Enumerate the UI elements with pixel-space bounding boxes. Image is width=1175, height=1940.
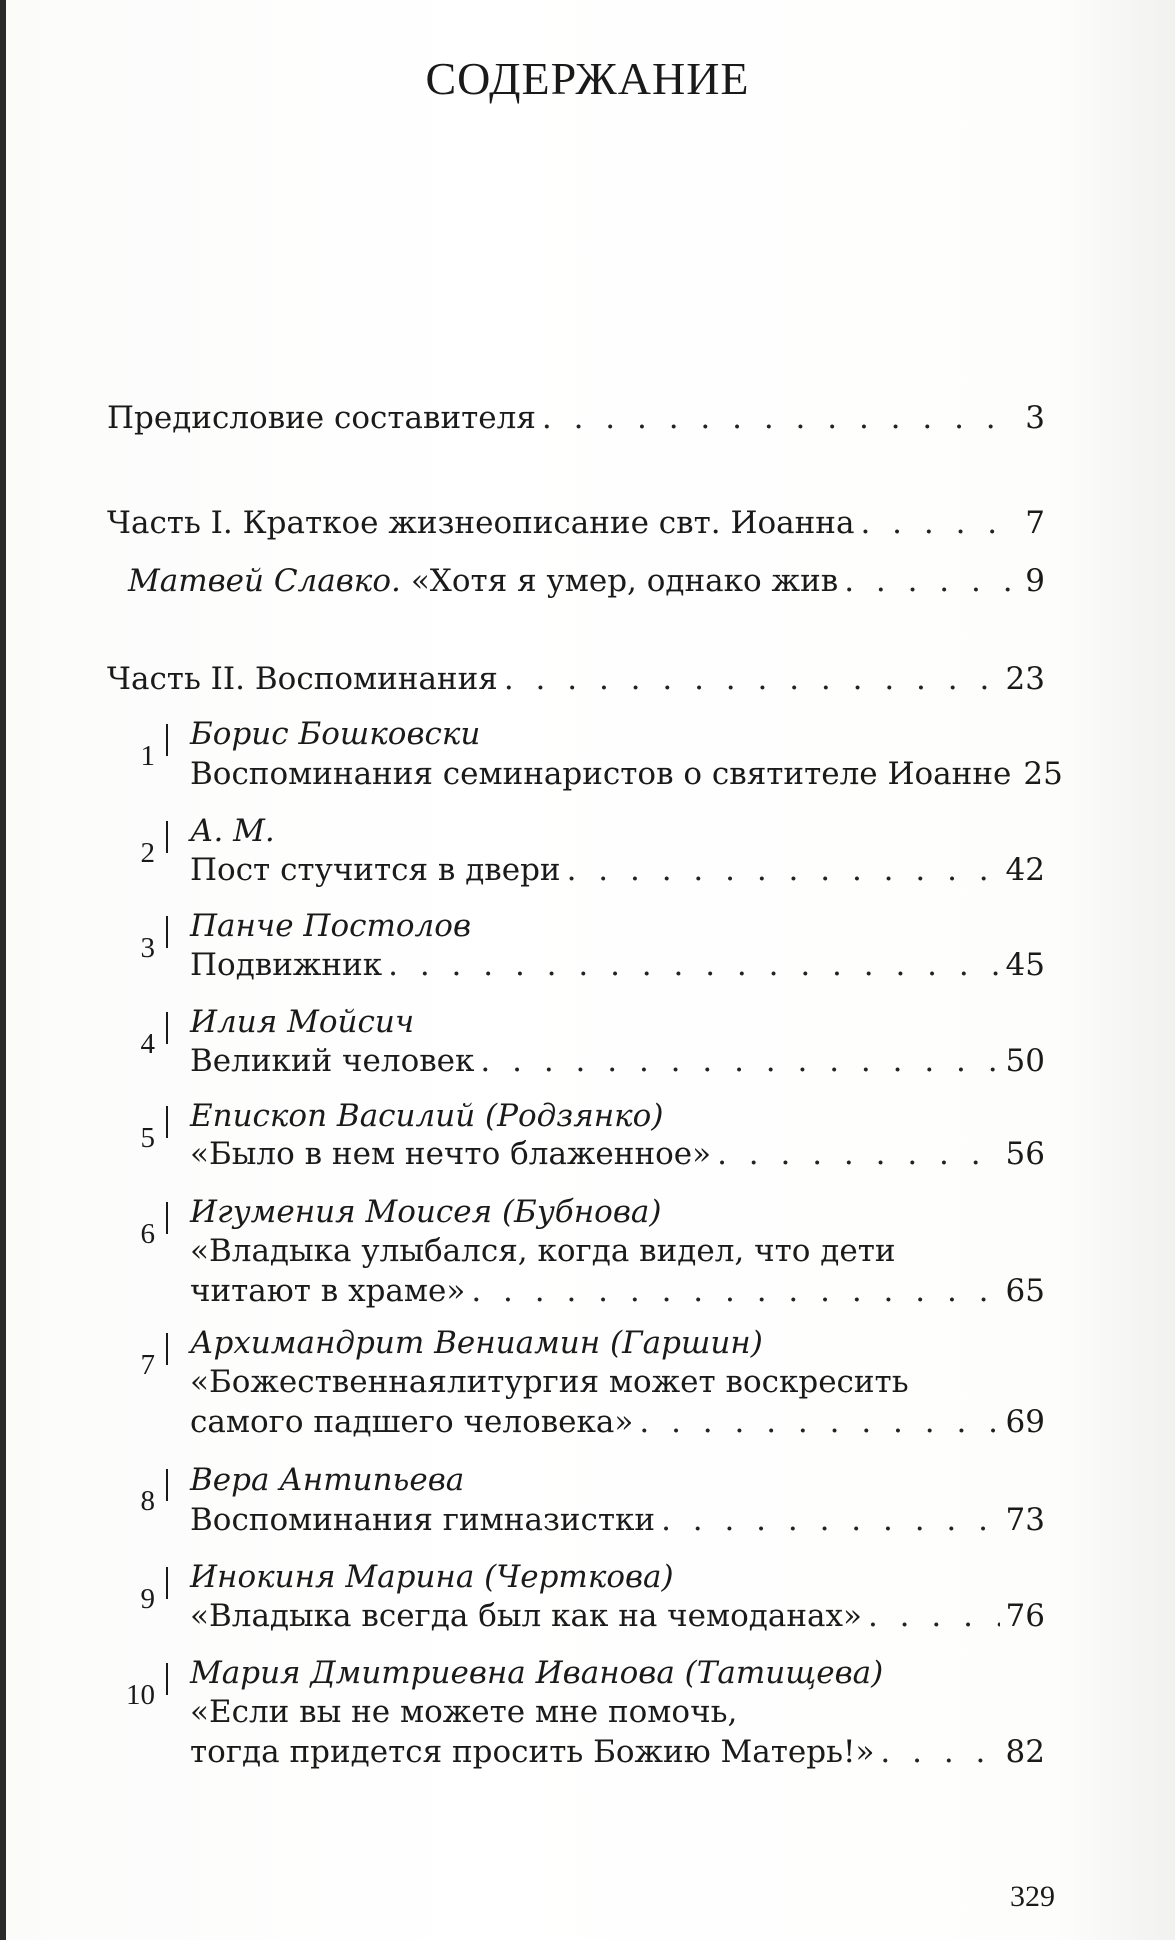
entry-bar: [166, 821, 168, 853]
toc-entry-label: тогда придется просить Божию Матерь!»: [190, 1734, 875, 1770]
toc-entry-3[interactable]: [190, 945, 1045, 985]
entry-number: 6: [140, 1218, 155, 1250]
entry-number: 4: [140, 1028, 155, 1060]
toc-entry-label: Подвижник: [190, 947, 383, 983]
entry-bar: [166, 1202, 168, 1234]
dot-leader: [639, 1402, 999, 1442]
toc-entry-part1[interactable]: [107, 503, 1045, 543]
toc-page-number: 50: [1005, 1043, 1045, 1079]
entry-bar: [166, 1012, 168, 1044]
toc-entry-label: Великий человек: [190, 1043, 475, 1079]
dot-leader: [880, 1732, 999, 1772]
dot-leader: [471, 1271, 999, 1311]
toc-author: Борис Бошковски: [190, 716, 481, 752]
entry-number: 7: [140, 1349, 155, 1381]
toc-entry-label: Часть II. Воспоминания: [107, 661, 498, 697]
toc-entry-part2[interactable]: [107, 659, 1045, 699]
toc-page-number: 76: [1005, 1598, 1045, 1634]
toc-entry-label: Пост стучится в двери: [190, 852, 561, 888]
toc-entry-8[interactable]: [190, 1500, 1045, 1540]
toc-entry-label: Предисловие составителя: [107, 400, 536, 436]
toc-entry-4[interactable]: [190, 1041, 1045, 1081]
toc-page-number: 73: [1005, 1502, 1045, 1538]
toc-entry-part1-item[interactable]: [128, 561, 1045, 601]
entry-number: 10: [126, 1679, 155, 1711]
toc-author: Игумения Моисея (Бубнова): [190, 1194, 662, 1230]
entry-bar: [166, 1567, 168, 1599]
toc-entry-5[interactable]: [190, 1134, 1045, 1174]
toc-page-number: 3: [1025, 400, 1045, 436]
entry-number: 9: [140, 1583, 155, 1615]
toc-page-number: 45: [1005, 947, 1045, 983]
entry-number: 3: [140, 932, 155, 964]
toc-entry-label: «Божественнаялитургия может воскресить: [190, 1364, 909, 1400]
toc-entry-label: читают в храме»: [190, 1273, 466, 1309]
toc-entry-label: «Если вы не можете мне помочь,: [190, 1694, 738, 1730]
toc-author: Матвей Славко.: [128, 563, 401, 599]
entry-bar: [166, 916, 168, 948]
dot-leader: [844, 561, 1019, 601]
entry-number: 5: [140, 1122, 155, 1154]
dot-leader: [388, 945, 999, 985]
toc-entry-preface[interactable]: [107, 398, 1045, 438]
toc-page-number: 69: [1005, 1404, 1045, 1440]
entry-bar: [166, 1106, 168, 1138]
toc-author: Вера Антипьева: [190, 1462, 465, 1498]
toc-entry-6[interactable]: [190, 1271, 1045, 1311]
toc-author: Инокиня Марина (Черткова): [190, 1559, 674, 1595]
entry-number: 1: [140, 740, 155, 772]
dot-leader: [661, 1500, 999, 1540]
toc-entry-2[interactable]: [190, 850, 1045, 890]
toc-entry-9[interactable]: [190, 1596, 1045, 1636]
toc-entry-1[interactable]: [190, 754, 1063, 794]
entry-number: 2: [140, 837, 155, 869]
dot-leader: [504, 659, 1000, 699]
entry-bar: [166, 1469, 168, 1501]
toc-entry-7[interactable]: [190, 1402, 1045, 1442]
toc-author: Епископ Василий (Родзянко): [190, 1098, 664, 1134]
toc-author: Мария Дмитриевна Иванова (Татищева): [190, 1655, 884, 1691]
toc-author: А. М.: [190, 813, 275, 849]
toc-page-number: 7: [1025, 505, 1045, 541]
page-number: 329: [1010, 1880, 1055, 1913]
dot-leader: [868, 1596, 1000, 1636]
toc-page-number: 82: [1005, 1734, 1045, 1770]
toc-entry-label: «Хотя я умер, однако жив: [410, 563, 839, 599]
toc-author: Панче Постолов: [190, 908, 471, 944]
toc-page-number: 9: [1025, 563, 1045, 599]
toc-entry-label: Воспоминания семинаристов о святителе Иоанне: [190, 756, 1012, 792]
toc-entry-label: самого падшего человека»: [190, 1404, 634, 1440]
toc-page-number: 65: [1005, 1273, 1045, 1309]
toc-entry-label: Часть I. Краткое жизнеописание свт. Иоанна: [107, 505, 855, 541]
toc-page-number: 56: [1005, 1136, 1045, 1172]
toc-entry-label: Воспоминания гимназистки: [190, 1502, 656, 1538]
toc-entry-label: «Было в нем нечто блаженное»: [190, 1136, 712, 1172]
dot-leader: [542, 398, 1019, 438]
toc-page-number: 25: [1023, 756, 1063, 792]
entry-bar: [166, 1333, 168, 1365]
dot-leader: [567, 850, 1000, 890]
entry-bar: [166, 724, 168, 756]
entry-number: 8: [140, 1485, 155, 1517]
toc-author: Илия Мойсич: [190, 1004, 415, 1040]
toc-page-number: 23: [1005, 661, 1045, 697]
dot-leader: [860, 503, 1019, 543]
toc-entry-label: «Владыка всегда был как на чемоданах»: [190, 1598, 862, 1634]
toc-entry-10[interactable]: [190, 1732, 1045, 1772]
toc-page-number: 42: [1005, 852, 1045, 888]
entry-bar: [166, 1663, 168, 1695]
dot-leader: [480, 1041, 999, 1081]
page-title: СОДЕРЖАНИЕ: [425, 53, 750, 104]
toc-author: Архимандрит Вениамин (Гаршин): [190, 1325, 763, 1361]
dot-leader: [717, 1134, 999, 1174]
page-edge: [0, 0, 6, 1940]
toc-entry-label: «Владыка улыбался, когда видел, что дети: [190, 1233, 896, 1269]
